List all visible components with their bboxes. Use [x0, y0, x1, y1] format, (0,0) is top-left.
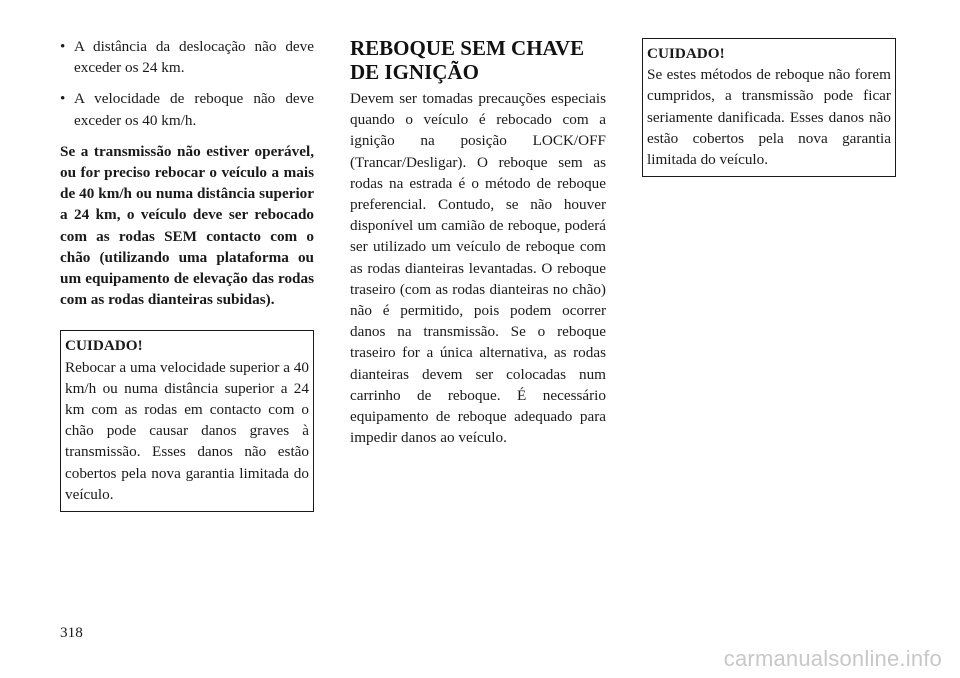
caution-title: CUIDADO! — [65, 337, 143, 355]
bullet-text: • A velocidade de reboque não deve exceder os 40 km/h. — [74, 90, 314, 129]
right-column — [642, 38, 896, 177]
bullet-text: • A distância da deslocação não deve exceder os 24 km. — [74, 38, 314, 77]
bullet-list — [60, 36, 314, 131]
bullet-item — [60, 36, 314, 78]
caution-text: Se estes métodos de reboque não forem cumpridos, a transmissão pode ficar seriamente danificada. Esses danos não estão cobertos pela nova garantia limitada do veículo. — [647, 66, 891, 169]
middle-column — [350, 36, 606, 448]
caution-box — [642, 38, 896, 177]
caution-title: CUIDADO! — [647, 45, 725, 62]
page-number: 318 — [60, 624, 83, 641]
warning-paragraph: Se a transmissão não estiver operável, ou for preciso rebocar o veículo a mais de 40 km/h ou numa distância superior a 24 km, o veículo deve ser rebocado com as rodas SEM contacto com o chão (utilizando uma plataforma ou um equipamento de elevação das rodas com as rodas dianteiras subidas). — [60, 142, 314, 309]
bullet-item — [60, 88, 314, 130]
left-column — [60, 36, 314, 512]
section-heading: REBOQUE SEM CHAVE DE IGNIÇÃO — [350, 36, 585, 84]
site-watermark: carmanualsonline.info — [723, 646, 942, 671]
caution-box — [60, 330, 314, 512]
body-paragraph: Devem ser tomadas precauções especiais quando o veículo é rebocado com a ignição na posição LOCK/OFF (Trancar/Desligar). O reboque sem as rodas na estrada é o método de reboque preferencial. Contudo, se não houver disponível um camião de reboque, poderá ser utilizado um veículo de reboque com as rodas dianteiras levantadas. O reboque traseiro (com as rodas dianteiras no chão) não é permitido, pois podem ocorrer danos na transmissão. Se o reboque traseiro for a única alternativa, as rodas dianteiras devem ser colocadas num carrinho de reboque. É necessário equipamento de reboque adequado para impedir danos ao veículo. — [350, 90, 606, 447]
caution-text: Rebocar a uma velocidade superior a 40 km/h ou numa distância superior a 24 km com as rodas em contacto com o chão pode causar danos graves à transmissão. Esses danos não estão cobertos pela nova garantia limitada do veículo. — [65, 358, 309, 503]
